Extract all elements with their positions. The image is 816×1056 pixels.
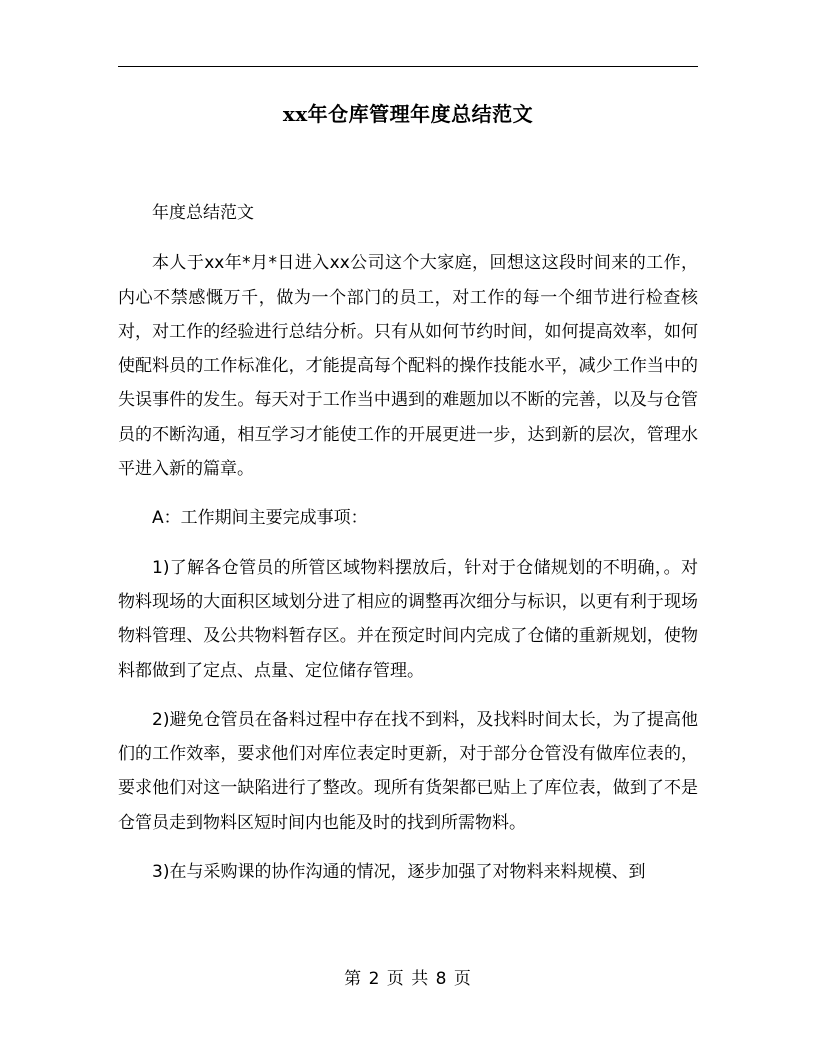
paragraph-item-3: 3)在与采购课的协作沟通的情况，逐步加强了对物料来料规模、到 [152, 862, 646, 883]
page-footer: 第 2 页 共 8 页 [344, 969, 472, 989]
paragraph-section-heading: A：工作期间主要完成事项： [152, 508, 368, 529]
paragraph-item-2: 2)避免仓管员在备料过程中存在找不到料，及找料时间太长，为了提高他们的工作效率，要求他们对库位表定时更新，对于部分仓管没有做库位表的，要求他们对这一缺陷进行了整改。现所有货架都已贴上了库位表，做到了不是仓管员走到物料区短时间内也能及时的找到所需物料。 [118, 709, 698, 833]
document-title: xx年仓库管理年度总结范文 [282, 102, 534, 126]
header-rule [118, 66, 698, 67]
document-body [118, 196, 698, 904]
paragraph-intro: 本人于xx年*月*日进入xx公司这个大家庭，回想这这段时间来的工作，内心不禁感慨万千，做为一个部门的员工，对工作的每一个细节进行检查核对，对工作的经验进行总结分析。只有从如何节约时间，如何提高效率，如何使配料员的工作标准化，才能提高每个配料的操作技能水平，减少工作当中的失误事件的发生。每天对于工作当中遇到的难题加以不断的完善，以及与仓管员的不断沟通，相互学习才能使工作的开展更进一步，达到新的层次，管理水平进入新的篇章。 [118, 253, 698, 480]
paragraph-item-1: 1)了解各仓管员的所管区域物料摆放后，针对于仓储规划的不明确，。对物料现场的大面积区域划分进了相应的调整再次细分与标识，以更有利于现场物料管理、及公共物料暂存区。并在预定时间内完成了仓储的重新规划，使物料都做到了定点、点量、定位储存管理。 [118, 557, 698, 681]
paragraph-subtitle: 年度总结范文 [152, 203, 254, 223]
